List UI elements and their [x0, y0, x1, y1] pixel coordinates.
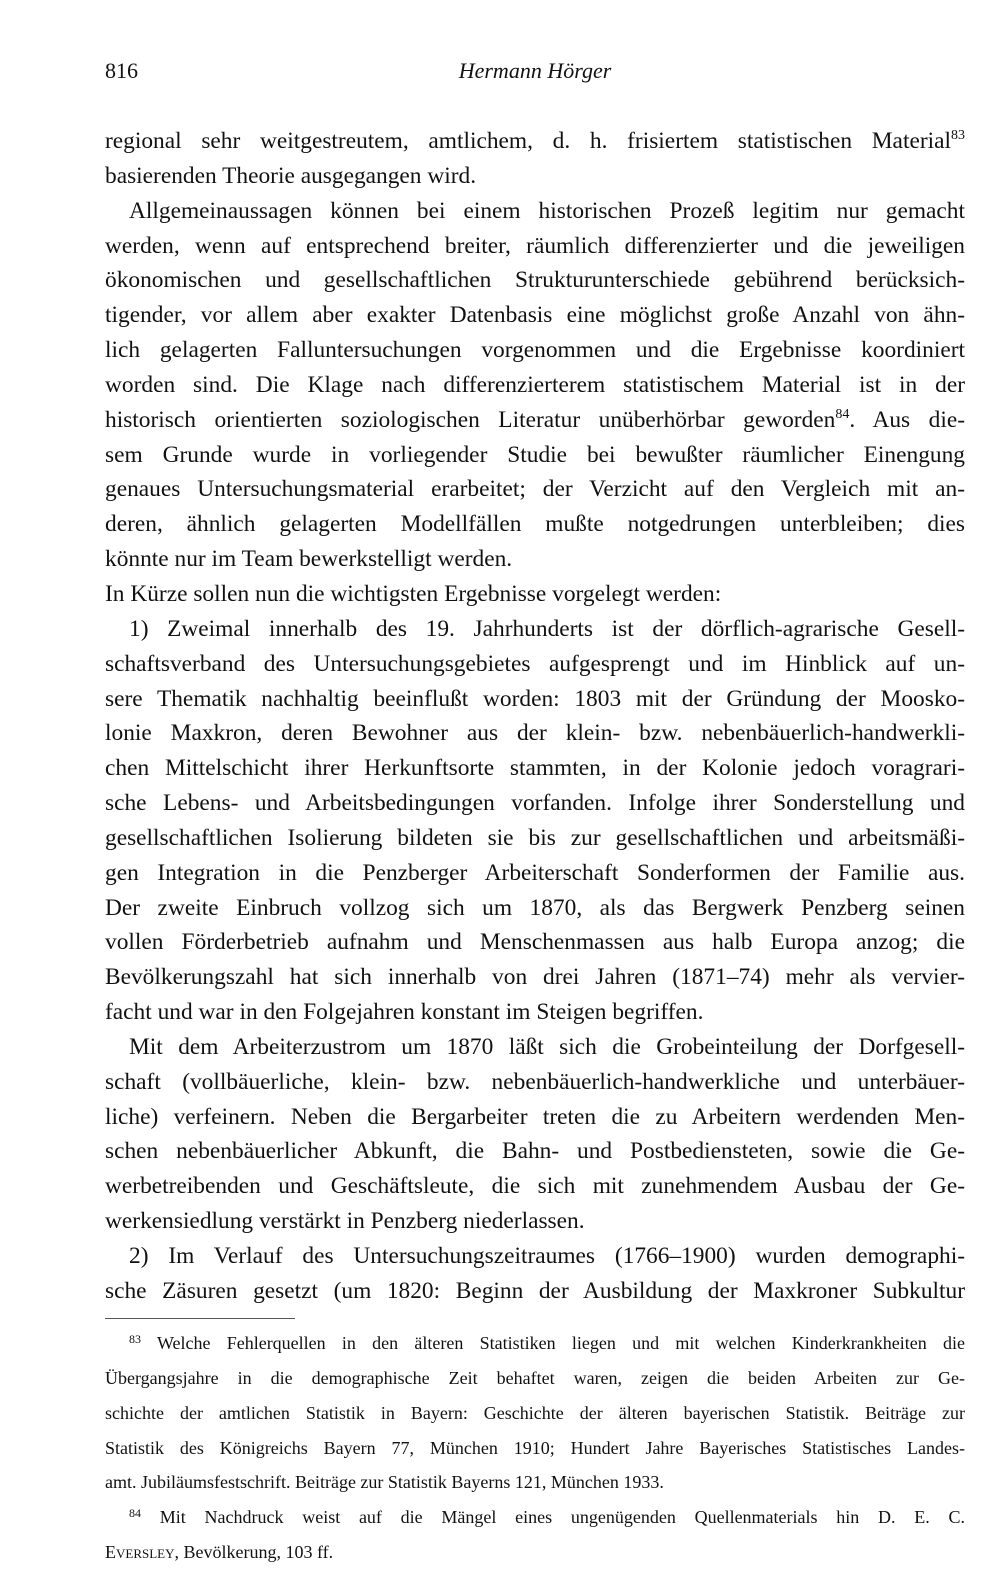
text-line: sche Zäsuren gesetzt (um 1820: Beginn der Ausbildung der Maxkroner Subkultur	[105, 1277, 965, 1304]
text-line: worden sind. Die Klage nach differenzierterem statistischem Material ist in der	[105, 371, 965, 398]
text-line: schaft (vollbäuerliche, klein- bzw. nebenbäuerlich-handwerkliche und unterbäuer-	[105, 1068, 965, 1095]
text-line: sem Grunde wurde in vorliegender Studie bei bewußter räumlicher Einengung	[105, 441, 965, 468]
footnote-ref[interactable]: 84	[835, 406, 850, 422]
running-head: Hermann Hörger	[458, 58, 612, 83]
footnote-83-line: schichte der amtlichen Statistik in Bayern: Geschichte der älteren bayerischen Statistik. Beiträge zur	[105, 1402, 965, 1423]
author-name: Eversley	[105, 1542, 175, 1563]
footnote-83-line: $^{83}$ Welche Fehlerquellen in den älteren Statistiken liegen und mit welchen Kinderkrankheiten die	[129, 1332, 965, 1353]
text-line: historisch orientierten soziologischen Literatur unüberhörbar geworden$^{84}$. Aus die-	[105, 406, 965, 433]
text-line: tigender, vor allem aber exakter Datenbasis eine möglichst große Anzahl von ähn-	[105, 302, 965, 329]
footnote-ref[interactable]: 83	[951, 128, 965, 143]
text-line: liche) verfeinern. Neben die Bergarbeiter treten die zu Arbeitern werdenden Men-	[105, 1103, 965, 1130]
text-line: schaftsverband des Untersuchungsgebietes aufgesprengt und im Hinblick auf un-	[105, 650, 965, 677]
page-header	[105, 58, 965, 92]
text-line: Allgemeinaussagen können bei einem historischen Prozeß legitim nur gemacht	[129, 197, 965, 224]
text-line: Mit dem Arbeiterzustrom um 1870 läßt sich die Grobeinteilung der Dorfgesell-	[129, 1033, 965, 1060]
text-line: 1) Zweimal innerhalb des 19. Jahrhunderts ist der dörflich-agrarische Gesell-	[129, 615, 965, 642]
text-line: sche Lebens- und Arbeitsbedingungen vorfanden. Infolge ihrer Sonderstellung und	[105, 790, 965, 817]
footnote-83-line: Übergangsjahre in die demographische Zeit behaftet waren, zeigen die beiden Arbeiten zur Ge-	[105, 1367, 965, 1388]
text-line: Bevölkerungszahl hat sich innerhalb von drei Jahren (1871–74) mehr als vervier-	[105, 964, 965, 991]
text-line: genaues Untersuchungsmaterial erarbeitet; der Verzicht auf den Vergleich mit an-	[105, 476, 965, 503]
text-line: facht und war in den Folgejahren konstant im Steigen begriffen.	[105, 999, 704, 1026]
footnote-divider	[105, 1318, 295, 1319]
footnote-84-line: Eversley, Bevölkerung, 103 ff.	[105, 1542, 334, 1563]
body-text	[105, 124, 965, 1309]
text-line: deren, ähnlich gelagerten Modellfällen mußte notgedrungen unterbleiben; dies	[105, 511, 965, 538]
text-line: In Kürze sollen nun die wichtigsten Ergebnisse vorgelegt werden:	[105, 580, 722, 607]
footnote-marker: 84	[129, 1506, 141, 1521]
text-line: könnte nur im Team bewerkstelligt werden.	[105, 546, 513, 573]
text-line: schen nebenbäuerlicher Abkunft, die Bahn- und Postbediensteten, sowie die Ge-	[105, 1138, 965, 1165]
footnote-84-line: $^{84}$ Mit Nachdruck weist auf die Mängel eines ungenügenden Quellenmaterials hin D. E. C.	[129, 1506, 966, 1528]
text-line: 2) Im Verlauf des Untersuchungszeitraumes (1766–1900) wurden demographi-	[129, 1243, 965, 1269]
text-line: chen Mittelschicht ihrer Herkunftsorte stammten, in der Kolonie jedoch voragrari-	[105, 755, 965, 782]
page-number: 816	[105, 58, 138, 83]
text-line: lonie Maxkron, deren Bewohner aus der klein- bzw. nebenbäuerlich-handwerkli-	[105, 720, 965, 747]
text-line: gesellschaftlichen Isolierung bildeten sie bis zur gesellschaftlichen und arbeitsmäßi-	[105, 824, 965, 851]
text-line: gen Integration in die Penzberger Arbeiterschaft Sonderformen der Familie aus.	[105, 859, 965, 886]
text-line: werbetreibenden und Geschäftsleute, die sich mit zunehmendem Ausbau der Ge-	[105, 1173, 965, 1200]
text-line: lich gelagerten Falluntersuchungen vorgenommen und die Ergebnisse koordiniert	[105, 337, 965, 364]
text-line: regional sehr weitgestreutem, amtlichem, d. h. frisiertem statistischen Material$^{83}$	[105, 128, 965, 154]
text-line: sere Thematik nachhaltig beeinflußt worden: 1803 mit der Gründung der Moosko-	[105, 685, 965, 712]
text-line: basierenden Theorie ausgegangen wird.	[105, 162, 477, 189]
text-line: Der zweite Einbruch vollzog sich um 1870, als das Bergwerk Penzberg seinen	[105, 894, 965, 921]
footnotes	[105, 1331, 965, 1575]
text-line: werkensiedlung verstärkt in Penzberg niederlassen.	[105, 1208, 585, 1235]
text-line: vollen Förderbetrieb aufnahm und Menschenmassen aus halb Europa anzog; die	[105, 929, 965, 956]
text-line: werden, wenn auf entsprechend breiter, räumlich differenzierter und die jeweiligen	[105, 232, 965, 259]
footnote-83-line: amt. Jubiläumsfestschrift. Beiträge zur Statistik Bayerns 121, München 1933.	[105, 1472, 664, 1493]
footnote-marker: 83	[129, 1332, 141, 1346]
footnote-83-line: Statistik des Königreichs Bayern 77, München 1910; Hundert Jahre Bayerisches Statistisches Landes-	[105, 1437, 965, 1458]
text-line: ökonomischen und gesellschaftlichen Strukturunterschiede gebührend berücksich-	[105, 267, 965, 294]
